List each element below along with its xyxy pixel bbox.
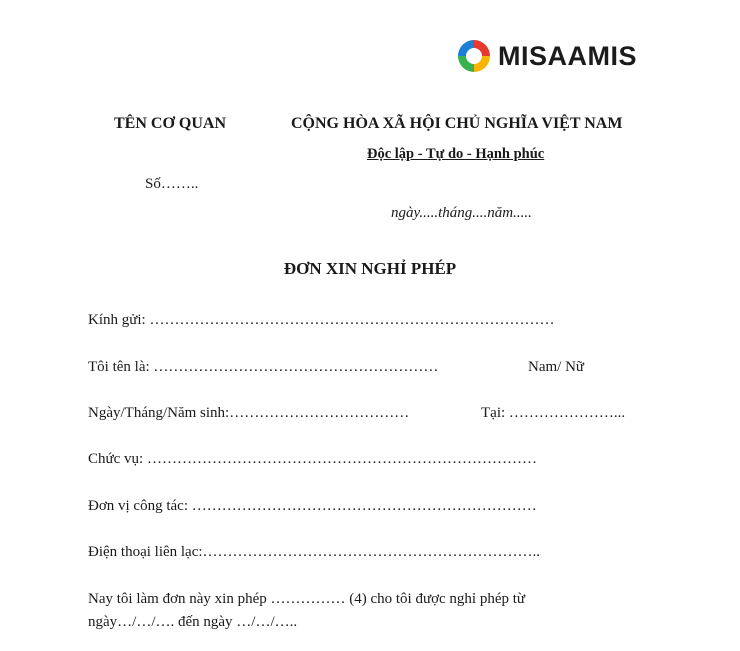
logo-wordmark: MISAAMIS: [498, 40, 637, 71]
national-motto: Độc lập - Tự do - Hạnh phúc: [367, 146, 545, 162]
misa-amis-logo-icon: [456, 38, 492, 74]
field-request-line-1: Nay tôi làm đơn này xin phép …………… (4) cho tôi được nghỉ phép từ: [88, 591, 526, 607]
field-date-of-birth: Ngày/Tháng/Năm sinh:………………………………: [88, 405, 410, 421]
field-position: Chức vụ: ……………………………………………………………………: [88, 451, 537, 467]
document-date: ngày.....tháng....năm.....: [391, 205, 532, 221]
document-number: Số……..: [145, 176, 199, 192]
field-gender: Nam/ Nữ: [528, 359, 585, 375]
misa-amis-logo: [456, 38, 637, 74]
field-phone: Điện thoại liên lạc:…………………………………………………………..: [88, 544, 541, 560]
field-place-of-birth: Tại: …………………...: [481, 405, 626, 421]
document-title: ĐƠN XIN NGHỈ PHÉP: [283, 259, 457, 278]
field-department: Đơn vị công tác: ……………………………………………………………: [88, 498, 537, 514]
field-request-line-2: ngày…/…/…. đến ngày …/…/…..: [88, 614, 298, 630]
field-recipient: Kính gửi: ………………………………………………………………………: [88, 312, 555, 328]
agency-name: TÊN CƠ QUAN: [114, 115, 227, 132]
national-title: CỘNG HÒA XÃ HỘI CHỦ NGHĨA VIỆT NAM: [291, 115, 623, 132]
field-name: Tôi tên là: …………………………………………………: [88, 359, 439, 375]
